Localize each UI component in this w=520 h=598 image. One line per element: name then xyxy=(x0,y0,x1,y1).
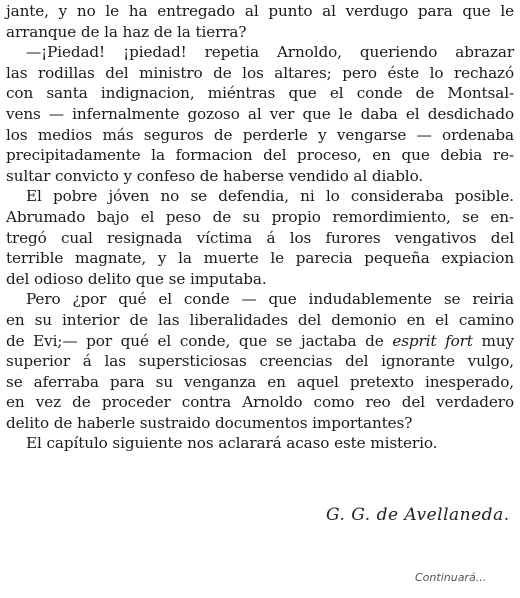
text-line: con santa indignacion, miéntras que el conde de Montsal- xyxy=(6,84,514,103)
text-line: superior á las supersticiosas creencias del ignorante vulgo, xyxy=(6,352,514,371)
paragraph xyxy=(6,1,514,42)
text-line: sultar convicto y confeso de haberse vendido al diablo. xyxy=(6,166,424,185)
text-line: —¡Piedad! ¡piedad! repetia Arnoldo, queriendo abrazar xyxy=(26,43,514,62)
text-line: Abrumado bajo el peso de su propio remordimiento, se en- xyxy=(6,207,514,226)
text-line: precipitadamente la formacion del proceso, en que debia re- xyxy=(6,146,514,165)
text-line: jante, y no le ha entregado al punto al verdugo para que le xyxy=(6,2,514,20)
paragraph xyxy=(6,289,514,433)
text-line: en vez de proceder contra Arnoldo como reo del verdadero xyxy=(6,393,514,412)
text-line: Pero ¿por qué el conde — que indudablemente se reiria xyxy=(26,290,514,309)
text-line: terrible magnate, y la muerte le parecia pequeña expiacion xyxy=(6,249,514,268)
paragraph xyxy=(6,186,514,289)
text-line: vens — infernalmente gozoso al ver que le daba el desdichado xyxy=(6,104,514,123)
text-line: los medios más seguros de perderle y vengarse — ordenaba xyxy=(6,125,514,144)
text-line: de Evi;— por qué el conde, que se jactaba de esprit fort muy xyxy=(6,331,514,350)
text-line: El pobre jóven no se defendia, ni lo consideraba posible. xyxy=(26,187,514,206)
text-line: las rodillas del ministro de los altares; pero éste lo rechazó xyxy=(6,63,514,82)
continued-note: Continuará... xyxy=(415,571,487,584)
paragraph xyxy=(6,433,514,454)
text-line: delito de haberle sustraido documentos importantes? xyxy=(6,413,413,432)
paragraph xyxy=(6,42,514,186)
text-line: arranque de la haz de la tierra? xyxy=(6,22,247,41)
text-line: tregó cual resignada víctima á los furores vengativos del xyxy=(6,228,514,247)
body-text xyxy=(6,1,514,454)
author-signature: G. G. de Avellaneda. xyxy=(326,505,510,525)
text-line: del odioso delito que se imputaba. xyxy=(6,269,267,288)
text-line: se aferraba para su venganza en aquel pretexto inesperado, xyxy=(6,372,514,391)
text-line: El capítulo siguiente nos aclarará acaso este misterio. xyxy=(26,434,438,453)
text-line: en su interior de las liberalidades del demonio en el camino xyxy=(6,310,514,329)
